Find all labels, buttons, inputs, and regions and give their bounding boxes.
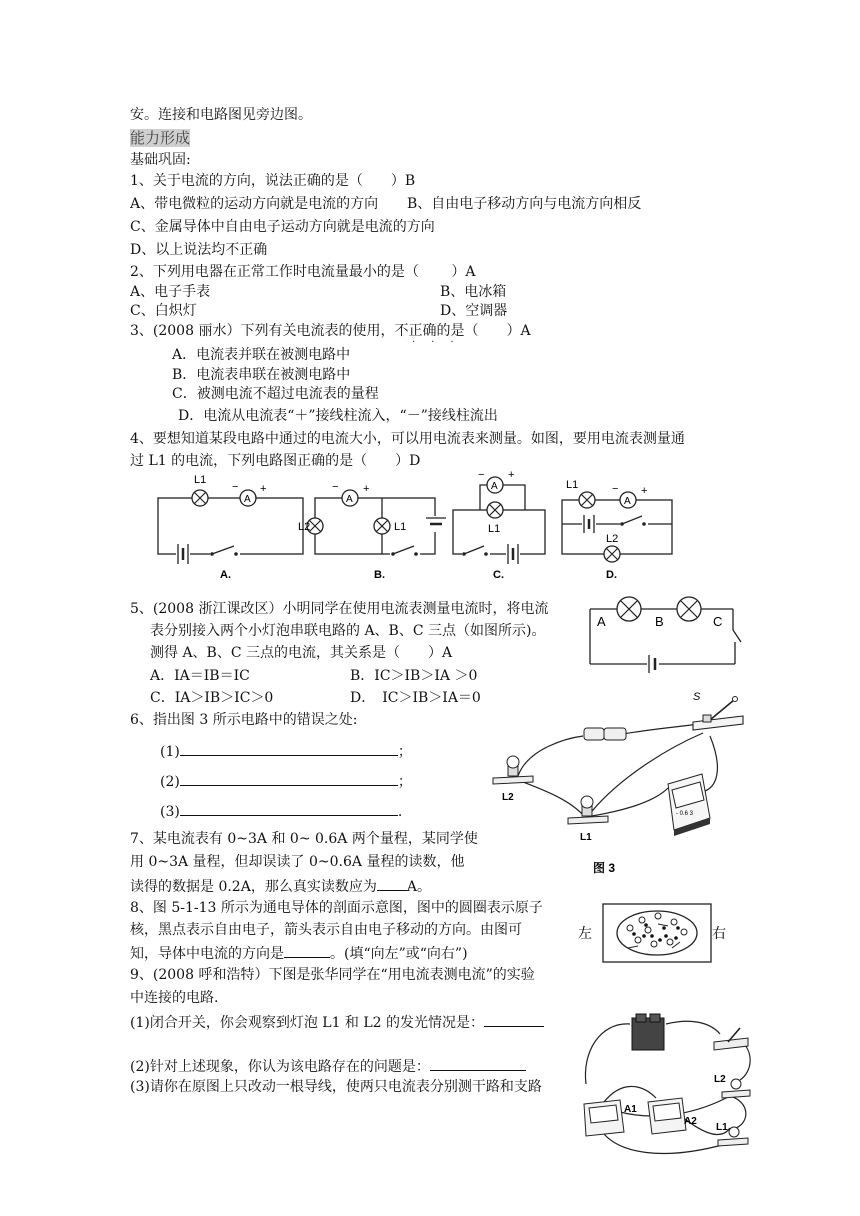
q6-blank-1-end: ；: [397, 744, 412, 760]
q5-line-2: 表分别接入两个小灯泡串联电路的 A、B、C 三点（如图所示)。: [150, 623, 546, 639]
q6-blank-2-label: (2): [160, 774, 180, 790]
q8-line-2: 核，黑点表示自由电子，箭头表示自由电子移动的方向。由图可: [130, 922, 522, 938]
diagram-d-l1-label: L1: [566, 479, 579, 491]
diagram-d-plus: +: [641, 485, 648, 497]
q5-line-1: 5、(2008 浙江课改区）小明同学在使用电流表测量电流时，将电流: [130, 601, 549, 617]
q9-line-2: 中连接的电路.: [130, 990, 219, 1006]
q5-option-d: D． IC＞IB＞IA＝0: [350, 690, 481, 706]
q6-answer-line-3[interactable]: [180, 801, 398, 816]
q3-option-a: A．电流表并联在被测电路中: [172, 347, 351, 363]
q7-line-2: 用 0~3A 量程，但却误读了 0~0.6A 量程的读数，他: [130, 854, 465, 870]
q3-option-b: B．电流表串联在被测电路中: [172, 367, 351, 383]
q5-series-circuit: [585, 592, 745, 672]
q6-blank-3-end: .: [397, 804, 403, 820]
q7-line-3: [130, 876, 431, 896]
q5-point-b: B: [655, 614, 664, 629]
diagram-d-caption: D.: [606, 569, 617, 581]
q5-option-c: C．IA＞IB＞IC＞0: [150, 690, 274, 706]
diagram-a-battery: [176, 544, 190, 564]
diagram-d-ammeter: [620, 492, 636, 508]
diagram-d-switch: [620, 516, 648, 528]
diagram-d-ammeter-label: A: [624, 496, 631, 507]
diagram-b-battery: [426, 516, 446, 532]
q7-line-1: 7、某电流表有 0~3A 和 0~ 0.6A 两个量程，某同学使: [130, 831, 478, 847]
diagram-b-ammeter: [342, 490, 358, 506]
diagram-b-l2-label: L2: [298, 521, 311, 533]
q6-blank-1[interactable]: [160, 741, 412, 761]
q8-left-label: 左: [578, 925, 592, 941]
q5-point-c: C: [713, 614, 723, 629]
q6-ammeter: [668, 774, 710, 836]
q6-switch: [693, 697, 743, 731]
q9-sub-1-text: (1)闭合开关，你会观察到灯泡 L1 和 L2 的发光情况是：: [130, 1015, 485, 1031]
diagram-b-l1-label: L1: [394, 521, 407, 533]
q9-battery: [632, 1014, 664, 1050]
diagram-a-plus: +: [260, 483, 267, 495]
q9-lamp-l2-label: L2: [714, 1074, 726, 1085]
q2-option-a: A、电子手表: [130, 284, 211, 300]
q3-stem: 3、(2008 丽水）下列有关电流表的使用，不正确的是（ ）A: [130, 323, 531, 339]
q6-lamp-l1-label: L1: [580, 832, 592, 843]
q2-option-d: D、空调器: [440, 303, 508, 319]
q3-option-c: C．被测电流不超过电流表的量程: [172, 386, 379, 402]
q8-answer-line[interactable]: [284, 943, 330, 958]
q5-lamp-2: [677, 597, 701, 621]
q6-blank-2[interactable]: [160, 771, 412, 791]
diagram-a-minus: −: [232, 481, 239, 493]
intro-line: 安。连接和电路图见旁边图。: [130, 107, 312, 123]
section-heading: 能力形成: [130, 129, 191, 147]
q8-line-3-hint: 。(填“向左”或“向右”): [330, 946, 468, 962]
q9-sub-2: [130, 1056, 526, 1076]
q2-option-c: C、白炽灯: [130, 303, 197, 319]
q2-stem: 2、下列用电器在正常工作时电流量最小的是（ ）A: [130, 264, 476, 280]
emphasis-dots: · · ·: [412, 337, 457, 348]
q1-option-b: B、自由电子移动方向与电流方向相反: [407, 196, 642, 212]
diagram-c-ammeter: [487, 477, 503, 493]
q6-blank-1-label: (1): [160, 744, 180, 760]
diagram-d-minus: −: [612, 483, 619, 495]
q9-switch: [714, 1028, 748, 1050]
q5-option-a: A．IA＝IB＝IC: [150, 668, 250, 684]
diagram-d-battery: [582, 515, 596, 533]
diagram-c-l1-label: L1: [488, 523, 501, 535]
q5-option-b: B．IC＞IB＞IA ＞0: [350, 668, 478, 684]
q7-answer-line[interactable]: [377, 876, 407, 891]
q6-stem: 6、指出图 3 所示电路中的错误之处:: [130, 712, 358, 728]
q7-line-3-unit: A。: [406, 879, 431, 895]
q8-right-label: 右: [712, 925, 726, 941]
q9-ammeter-a1-label: A1: [624, 1104, 637, 1115]
diagram-c-battery: [506, 544, 520, 564]
q9-ammeter-a2: [648, 1098, 686, 1134]
diagram-b-lamp-l1: [374, 518, 390, 534]
q5-line-3: 测得 A、B、C 三点的电流，其关系是（ ）A: [150, 645, 453, 661]
diagram-b-plus: +: [363, 483, 370, 495]
q6-blank-3[interactable]: [160, 801, 402, 821]
q8-line-3: [130, 943, 468, 963]
diagram-b-switch: [390, 546, 420, 558]
diagram-c-ammeter-label: A: [491, 481, 498, 492]
q6-lamp-l2: [493, 756, 533, 784]
q5-point-a: A: [597, 614, 606, 629]
diagram-d-lamp-l2: [604, 546, 620, 562]
q9-lamp-l1-label: L1: [716, 1122, 728, 1133]
q6-figure-caption: 图 3: [593, 861, 616, 875]
diagram-b-caption: B.: [374, 569, 385, 581]
diagram-b-minus: −: [332, 481, 339, 493]
q6-answer-line-1[interactable]: [180, 741, 398, 756]
q2-option-b: B、电冰箱: [440, 284, 507, 300]
q8-conductor-figure: [578, 898, 728, 968]
q3-option-d: D．电流从电流表“＋”接线柱流入，“－”接线柱流出: [178, 408, 498, 424]
q1-option-c: C、金属导体中自由电子运动方向就是电流的方向: [130, 219, 435, 235]
q6-switch-label: S: [693, 691, 701, 703]
diagram-a-caption: A.: [220, 569, 231, 581]
q9-circuit-figure: [580, 1012, 760, 1172]
q4-circuit-diagrams: [150, 470, 690, 585]
q8-line-1: 8、图 5-1-13 所示为通电导体的剖面示意图，图中的圆圈表示原子: [130, 900, 543, 916]
q9-answer-line-2[interactable]: [430, 1056, 526, 1071]
q9-line-1: 9、(2008 呼和浩特）下图是张华同学在“用电流表测电流”的实验: [130, 967, 535, 983]
diagram-c-plus: +: [508, 469, 515, 481]
q6-blank-3-label: (3): [160, 804, 180, 820]
q1-stem: 1、关于电流的方向，说法正确的是（ ）B: [130, 173, 416, 189]
q9-sub-2-text: (2)针对上述现象，你认为该电路存在的问题是：: [130, 1059, 430, 1075]
q1-option-d: D、以上说法均不正确: [130, 242, 268, 258]
q9-lamp-l2: [722, 1079, 750, 1098]
diagram-b-ammeter-label: A: [346, 494, 353, 505]
diagram-d-l2-label: L2: [606, 533, 619, 545]
diagram-c-lamp-l1: [487, 502, 503, 518]
q8-line-3-text: 知，导体中电流的方向是: [130, 946, 284, 962]
diagram-d-lamp-l1: [579, 492, 595, 508]
diagram-a-l1-label: L1: [194, 474, 207, 486]
q7-line-3-text: 读得的数据是 0.2A，那么真实读数应为: [130, 879, 377, 895]
diagram-a-switch: [210, 546, 240, 558]
q4-line-1: 4、要想知道某段电路中通过的电流大小，可以用电流表来测量。如图，要用电流表测量通: [130, 431, 685, 447]
diagram-a-lamp-l1: [192, 490, 208, 506]
q6-answer-line-2[interactable]: [180, 771, 398, 786]
diagram-a-ammeter: [240, 490, 256, 506]
q5-lamp-1: [617, 597, 641, 621]
diagram-a-ammeter-label: A: [244, 494, 251, 505]
q6-battery: [584, 728, 626, 740]
q9-ammeter-a2-label: A2: [684, 1116, 697, 1127]
q1-option-a: A、带电微粒的运动方向就是电流的方向: [130, 196, 379, 212]
q5-battery: [647, 655, 659, 673]
q6-circuit-figure: [488, 688, 748, 878]
q9-sub-3: (3)请你在原图上只改动一根导线，使两只电流表分别测干路和支路: [130, 1079, 542, 1095]
diagram-c-caption: C.: [493, 569, 504, 581]
q6-blank-2-end: ；: [397, 774, 412, 790]
q9-sub-1: [130, 1012, 544, 1032]
diagram-c-switch: [462, 546, 490, 558]
q6-ammeter-scale: - 0.6 3: [676, 811, 694, 817]
q6-lamp-l2-label: L2: [502, 792, 514, 803]
diagram-c-minus: −: [478, 469, 485, 481]
q4-line-2: 过 L1 的电流，下列电路图正确的是（ ）D: [130, 453, 421, 469]
subheading: 基础巩固:: [130, 152, 191, 168]
q9-ammeter-a1: [584, 1100, 624, 1136]
q9-answer-line-1[interactable]: [484, 1012, 544, 1027]
